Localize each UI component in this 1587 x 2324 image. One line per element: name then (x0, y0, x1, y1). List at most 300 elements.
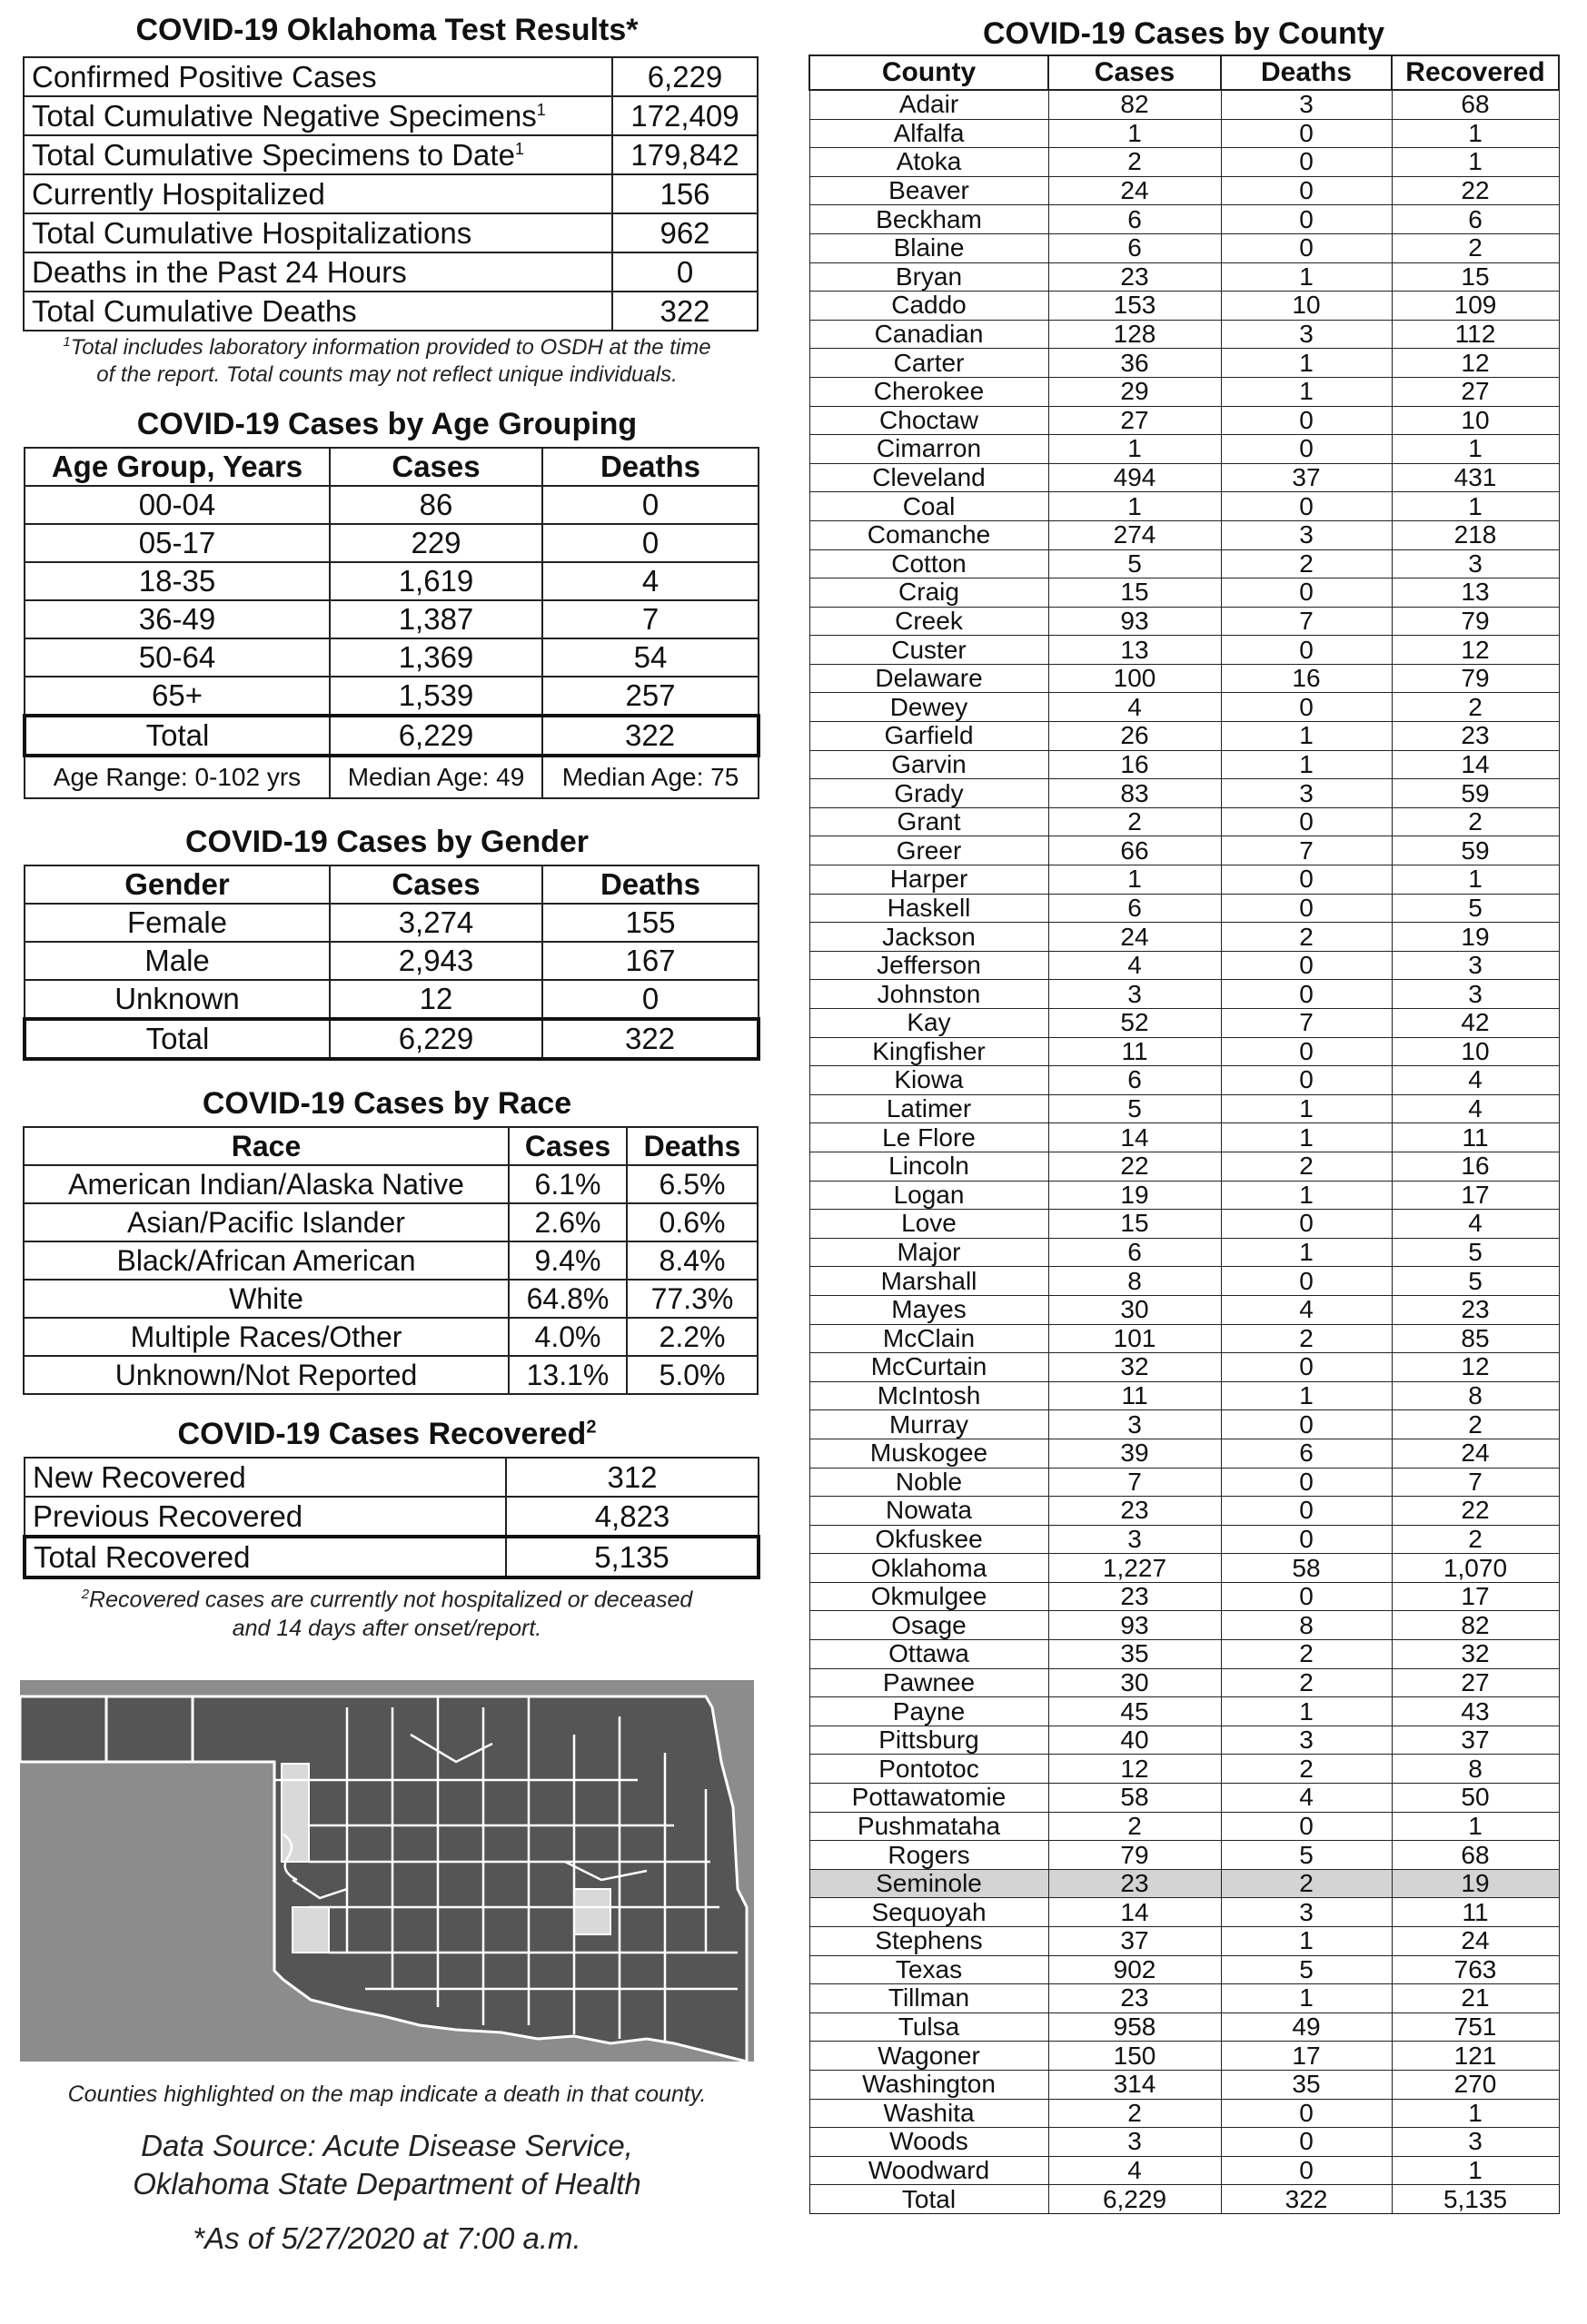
county-recovered: 27 (1392, 1668, 1559, 1697)
county-row (809, 176, 1559, 205)
map-caption: Counties highlighted on the map indicate a death in that county. (67, 2082, 707, 2107)
county-name: Okmulgee (809, 1582, 1048, 1611)
age-cases: 229 (330, 524, 542, 562)
county-row (809, 1295, 1559, 1324)
test-result-value: 6,229 (612, 57, 758, 96)
county-recovered: 27 (1392, 377, 1559, 406)
county-recovered: 1 (1392, 148, 1559, 177)
county-name: Noble (809, 1468, 1048, 1497)
county-name: Jefferson (809, 951, 1048, 980)
county-name: Creek (809, 607, 1048, 636)
county-name: Blaine (809, 233, 1048, 262)
county-name: Tulsa (809, 2012, 1048, 2042)
test-result-label: Confirmed Positive Cases (32, 59, 377, 94)
county-name: Coal (809, 492, 1048, 521)
county-row (809, 2070, 1559, 2099)
race-header-cases: Cases (509, 1127, 627, 1165)
age-title: COVID-19 Cases by Age Grouping (136, 407, 638, 441)
test-result-label-cell (24, 292, 612, 331)
age-footer-cell: Median Age: 49 (330, 756, 542, 798)
county-row (809, 320, 1559, 349)
county-recovered: 7 (1392, 1468, 1559, 1497)
age-cases: 1,539 (330, 677, 542, 716)
county-row (809, 1410, 1559, 1439)
county-recovered: 17 (1392, 1181, 1559, 1210)
county-total-recovered: 5,135 (1392, 2185, 1559, 2214)
county-name: Alfalfa (809, 119, 1048, 148)
county-cases: 23 (1048, 1984, 1221, 2013)
county-cases: 6 (1048, 205, 1221, 234)
data-source-line: Oklahoma State Department of Health (133, 2167, 641, 2200)
county-cases: 4 (1048, 951, 1221, 980)
county-cases: 30 (1048, 1295, 1221, 1324)
county-cases: 3 (1048, 980, 1221, 1009)
age-row (25, 524, 759, 562)
county-row (809, 406, 1559, 435)
county-name: Woods (809, 2128, 1048, 2157)
county-row (809, 2042, 1559, 2071)
county-row (809, 1238, 1559, 1267)
county-cases: 6 (1048, 1238, 1221, 1267)
county-recovered: 11 (1392, 1898, 1559, 1927)
county-name: Nowata (809, 1497, 1048, 1526)
county-recovered: 79 (1392, 607, 1559, 636)
data-source-line: Data Source: Acute Disease Service, (141, 2129, 633, 2162)
county-row (809, 807, 1559, 836)
county-recovered: 13 (1392, 579, 1559, 608)
county-cases: 24 (1048, 176, 1221, 205)
county-recovered: 82 (1392, 1611, 1559, 1640)
county-recovered: 1 (1392, 1812, 1559, 1841)
county-name: Grady (809, 779, 1048, 808)
county-deaths: 1 (1221, 750, 1392, 779)
county-name: Canadian (809, 320, 1048, 349)
county-recovered: 8 (1392, 1381, 1559, 1410)
county-row (809, 90, 1559, 119)
county-deaths: 0 (1221, 894, 1392, 923)
test-result-row (24, 96, 758, 135)
county-row (809, 923, 1559, 952)
county-row (809, 233, 1559, 262)
county-row (809, 1668, 1559, 1697)
county-deaths: 2 (1221, 549, 1392, 579)
age-group: 36-49 (25, 600, 330, 638)
as-of-date: *As of 5/27/2020 at 7:00 a.m. (193, 2221, 581, 2255)
data-source (20, 2127, 754, 2203)
county-deaths: 0 (1221, 1267, 1392, 1296)
county-deaths: 0 (1221, 1210, 1392, 1239)
county-cases: 3 (1048, 2128, 1221, 2157)
county-cases: 6 (1048, 1066, 1221, 1095)
footnote-mark: 2 (81, 1587, 90, 1602)
county-row (809, 349, 1559, 378)
county-row (809, 693, 1559, 722)
gender-gender: Unknown (25, 980, 330, 1019)
county-cases: 23 (1048, 262, 1221, 292)
gender-deaths: 167 (542, 942, 759, 980)
test-result-value: 179,842 (612, 135, 758, 174)
county-cases: 66 (1048, 836, 1221, 865)
county-name: Wagoner (809, 2042, 1048, 2071)
county-cases: 6 (1048, 233, 1221, 262)
county-cases: 902 (1048, 1955, 1221, 1984)
county-recovered: 112 (1392, 320, 1559, 349)
test-result-value: 156 (612, 174, 758, 213)
county-deaths: 1 (1221, 1123, 1392, 1152)
county-deaths: 0 (1221, 2099, 1392, 2128)
test-result-label: Total Cumulative Hospitalizations (32, 215, 472, 250)
county-name: Osage (809, 1611, 1048, 1640)
county-name: Sequoyah (809, 1898, 1048, 1927)
county-header-cases: Cases (1048, 55, 1221, 90)
highlighted-county (574, 1889, 610, 1934)
county-name: Beckham (809, 205, 1048, 234)
footnote-line: of the report. Total counts may not reflect unique individuals. (96, 362, 678, 387)
county-cases: 23 (1048, 1869, 1221, 1898)
county-cases: 153 (1048, 292, 1221, 321)
county-name: Choctaw (809, 406, 1048, 435)
test-result-label-cell (24, 174, 612, 213)
county-row (809, 1611, 1559, 1640)
age-row (25, 638, 759, 677)
county-recovered: 32 (1392, 1640, 1559, 1669)
gender-table (23, 865, 760, 1061)
county-cases: 40 (1048, 1726, 1221, 1755)
county-cases: 13 (1048, 636, 1221, 665)
county-recovered: 3 (1392, 549, 1559, 579)
county-deaths: 4 (1221, 1784, 1392, 1813)
county-row (809, 1152, 1559, 1181)
gender-row (25, 904, 759, 942)
county-deaths: 0 (1221, 1037, 1392, 1066)
county-deaths: 0 (1221, 951, 1392, 980)
county-recovered: 121 (1392, 2042, 1559, 2071)
county-row (809, 435, 1559, 464)
age-deaths: 7 (542, 600, 759, 638)
county-recovered: 50 (1392, 1784, 1559, 1813)
county-cases: 494 (1048, 463, 1221, 492)
county-row (809, 865, 1559, 895)
race-deaths: 5.0% (627, 1356, 758, 1394)
county-name: Adair (809, 90, 1048, 119)
county-name: Carter (809, 349, 1048, 378)
county-row (809, 1009, 1559, 1038)
county-deaths: 3 (1221, 1898, 1392, 1927)
county-recovered: 4 (1392, 1094, 1559, 1123)
county-row (809, 520, 1559, 549)
county-name: Seminole (809, 1869, 1048, 1898)
test-result-label-cell (24, 57, 612, 96)
county-recovered: 19 (1392, 1869, 1559, 1898)
county-deaths: 0 (1221, 2128, 1392, 2157)
county-deaths: 1 (1221, 349, 1392, 378)
county-cases: 6 (1048, 894, 1221, 923)
county-name: Le Flore (809, 1123, 1048, 1152)
county-recovered: 5 (1392, 1267, 1559, 1296)
county-name: Pontotoc (809, 1755, 1048, 1784)
county-cases: 35 (1048, 1640, 1221, 1669)
county-cases: 29 (1048, 377, 1221, 406)
county-recovered: 5 (1392, 894, 1559, 923)
age-cases: 1,619 (330, 562, 542, 600)
race-race: White (24, 1280, 509, 1318)
county-deaths: 7 (1221, 607, 1392, 636)
county-name: Comanche (809, 520, 1048, 549)
county-cases: 314 (1048, 2070, 1221, 2099)
county-deaths: 2 (1221, 1668, 1392, 1697)
county-name: Pushmataha (809, 1812, 1048, 1841)
recovered-label: New Recovered (25, 1458, 506, 1497)
county-row (809, 205, 1559, 234)
age-group: 05-17 (25, 524, 330, 562)
county-cases: 1 (1048, 865, 1221, 895)
county-name: Kiowa (809, 1066, 1048, 1095)
county-deaths: 0 (1221, 2156, 1392, 2185)
county-name: Dewey (809, 693, 1048, 722)
gender-row (25, 980, 759, 1019)
county-recovered: 5 (1392, 1238, 1559, 1267)
county-recovered: 431 (1392, 463, 1559, 492)
county-name: Custer (809, 636, 1048, 665)
county-cases: 52 (1048, 1009, 1221, 1038)
county-row (809, 636, 1559, 665)
county-recovered: 270 (1392, 2070, 1559, 2099)
county-row (809, 1037, 1559, 1066)
gender-total-gender: Total (25, 1019, 330, 1059)
county-cases: 7 (1048, 1468, 1221, 1497)
test-result-label: Total Cumulative Negative Specimens (32, 98, 537, 133)
county-row (809, 951, 1559, 980)
county-recovered: 68 (1392, 90, 1559, 119)
county-cases: 16 (1048, 750, 1221, 779)
race-cases: 9.4% (509, 1241, 627, 1280)
county-deaths: 0 (1221, 119, 1392, 148)
county-cases: 128 (1048, 320, 1221, 349)
test-result-row (24, 252, 758, 292)
county-name: Muskogee (809, 1439, 1048, 1468)
gender-deaths: 155 (542, 904, 759, 942)
county-row (809, 1468, 1559, 1497)
county-recovered: 4 (1392, 1066, 1559, 1095)
county-deaths: 7 (1221, 836, 1392, 865)
county-deaths: 1 (1221, 1094, 1392, 1123)
county-deaths: 0 (1221, 492, 1392, 521)
age-deaths: 4 (542, 562, 759, 600)
county-cases: 11 (1048, 1037, 1221, 1066)
county-row (809, 1640, 1559, 1669)
county-deaths: 0 (1221, 1468, 1392, 1497)
county-recovered: 17 (1392, 1582, 1559, 1611)
county-row (809, 2012, 1559, 2042)
race-cases: 2.6% (509, 1203, 627, 1241)
county-cases: 79 (1048, 1841, 1221, 1870)
county-name: Pittsburg (809, 1726, 1048, 1755)
county-recovered: 1 (1392, 119, 1559, 148)
county-row (809, 980, 1559, 1009)
county-cases: 39 (1048, 1439, 1221, 1468)
county-cases: 958 (1048, 2012, 1221, 2042)
recovered-total-row (25, 1537, 759, 1577)
county-recovered: 22 (1392, 176, 1559, 205)
age-cases: 86 (330, 486, 542, 524)
county-name: Beaver (809, 176, 1048, 205)
county-cases: 22 (1048, 1152, 1221, 1181)
recovered-footnote (20, 1580, 754, 1643)
county-deaths: 0 (1221, 233, 1392, 262)
county-recovered: 24 (1392, 1927, 1559, 1956)
county-row (809, 1554, 1559, 1583)
race-cases: 6.1% (509, 1165, 627, 1203)
race-title: COVID-19 Cases by Race (202, 1086, 572, 1121)
county-row (809, 1697, 1559, 1726)
county-cases: 36 (1048, 349, 1221, 378)
county-recovered: 68 (1392, 1841, 1559, 1870)
county-row (809, 779, 1559, 808)
county-deaths: 0 (1221, 807, 1392, 836)
county-deaths: 0 (1221, 636, 1392, 665)
county-row (809, 292, 1559, 321)
test-result-label: Currently Hospitalized (32, 176, 325, 211)
county-deaths: 1 (1221, 722, 1392, 751)
county-name: Major (809, 1238, 1048, 1267)
county-recovered: 12 (1392, 349, 1559, 378)
county-deaths: 1 (1221, 377, 1392, 406)
test-result-label: Total Cumulative Deaths (32, 293, 357, 328)
test-result-label-cell (24, 213, 612, 252)
county-cases: 23 (1048, 1497, 1221, 1526)
county-row (809, 1123, 1559, 1152)
county-total-name: Total (809, 2185, 1048, 2214)
county-cases: 32 (1048, 1353, 1221, 1382)
footnote-line: Recovered cases are currently not hospitalized or deceased (89, 1587, 693, 1613)
county-recovered: 15 (1392, 262, 1559, 292)
test-results-title: COVID-19 Oklahoma Test Results* (135, 13, 639, 47)
race-row (24, 1241, 758, 1280)
county-recovered: 19 (1392, 923, 1559, 952)
gender-deaths: 0 (542, 980, 759, 1019)
county-cases: 2 (1048, 1812, 1221, 1841)
race-deaths: 6.5% (627, 1165, 758, 1203)
county-deaths: 3 (1221, 320, 1392, 349)
county-cases: 27 (1048, 406, 1221, 435)
county-deaths: 3 (1221, 1726, 1392, 1755)
county-recovered: 22 (1392, 1497, 1559, 1526)
county-row (809, 148, 1559, 177)
gender-cases: 12 (330, 980, 542, 1019)
county-recovered: 3 (1392, 2128, 1559, 2157)
county-name: Ottawa (809, 1640, 1048, 1669)
race-deaths: 2.2% (627, 1318, 758, 1356)
county-name: Harper (809, 865, 1048, 895)
county-deaths: 37 (1221, 463, 1392, 492)
race-deaths: 77.3% (627, 1280, 758, 1318)
county-recovered: 751 (1392, 2012, 1559, 2042)
county-cases: 5 (1048, 1094, 1221, 1123)
age-header-row (25, 448, 759, 486)
county-deaths: 3 (1221, 779, 1392, 808)
county-name: Rogers (809, 1841, 1048, 1870)
county-row (809, 1381, 1559, 1410)
county-name: Pawnee (809, 1668, 1048, 1697)
county-recovered: 2 (1392, 1410, 1559, 1439)
gender-row (25, 942, 759, 980)
county-recovered: 2 (1392, 693, 1559, 722)
county-row (809, 1181, 1559, 1210)
test-result-value: 172,409 (612, 96, 758, 135)
county-title: COVID-19 Cases by County (982, 16, 1385, 51)
recovered-label: Previous Recovered (25, 1497, 506, 1537)
county-deaths: 49 (1221, 2012, 1392, 2042)
county-row (809, 1582, 1559, 1611)
age-table (23, 447, 760, 799)
county-row (809, 1755, 1559, 1784)
county-row (809, 664, 1559, 693)
race-row (24, 1165, 758, 1203)
county-name: McIntosh (809, 1381, 1048, 1410)
county-cases: 1,227 (1048, 1554, 1221, 1583)
county-deaths: 0 (1221, 1582, 1392, 1611)
age-row (25, 600, 759, 638)
test-result-label-cell (24, 135, 612, 174)
county-name: Payne (809, 1697, 1048, 1726)
county-cases: 4 (1048, 693, 1221, 722)
county-deaths: 2 (1221, 1324, 1392, 1353)
county-cases: 30 (1048, 1668, 1221, 1697)
highlighted-county (282, 1764, 309, 1862)
county-deaths: 0 (1221, 1410, 1392, 1439)
recovered-row (25, 1458, 759, 1497)
county-cases: 2 (1048, 148, 1221, 177)
gender-total-deaths: 322 (542, 1019, 759, 1059)
test-results-footnote (20, 329, 754, 389)
county-recovered: 2 (1392, 1525, 1559, 1554)
county-name: Marshall (809, 1267, 1048, 1296)
county-table (808, 54, 1560, 2214)
county-cases: 12 (1048, 1755, 1221, 1784)
county-name: Greer (809, 836, 1048, 865)
county-row (809, 750, 1559, 779)
county-deaths: 2 (1221, 1755, 1392, 1784)
county-recovered: 11 (1392, 1123, 1559, 1152)
recovered-title (20, 1417, 754, 1452)
county-deaths: 0 (1221, 435, 1392, 464)
county-row (809, 1784, 1559, 1813)
county-deaths: 2 (1221, 1640, 1392, 1669)
test-results-table (23, 56, 759, 331)
county-cases: 1 (1048, 435, 1221, 464)
county-recovered: 4 (1392, 1210, 1559, 1239)
county-name: McCurtain (809, 1353, 1048, 1382)
county-cases: 1 (1048, 119, 1221, 148)
county-cases: 274 (1048, 520, 1221, 549)
county-recovered: 59 (1392, 836, 1559, 865)
county-recovered: 1 (1392, 492, 1559, 521)
county-cases: 26 (1048, 722, 1221, 751)
age-deaths: 0 (542, 486, 759, 524)
county-cases: 23 (1048, 1582, 1221, 1611)
county-deaths: 5 (1221, 1955, 1392, 1984)
county-name: McClain (809, 1324, 1048, 1353)
county-row (809, 1324, 1559, 1353)
age-cases: 1,387 (330, 600, 542, 638)
footnote-ref: 1 (514, 139, 524, 158)
county-cases: 8 (1048, 1267, 1221, 1296)
county-total-row (809, 2185, 1559, 2214)
county-cases: 1 (1048, 492, 1221, 521)
county-name: Haskell (809, 894, 1048, 923)
county-header-county: County (809, 55, 1048, 90)
county-row (809, 894, 1559, 923)
